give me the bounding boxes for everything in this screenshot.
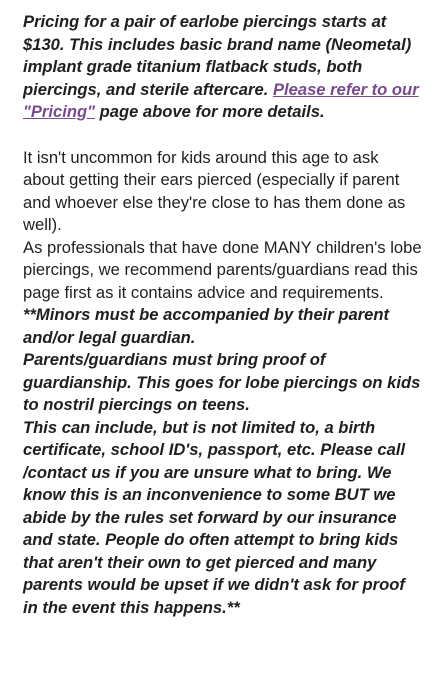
pricing-page-link[interactable]: Please refer to our "Pricing" xyxy=(23,79,419,121)
pricing-paragraph xyxy=(23,11,423,124)
minors-notice: **Minors must be accompanied by their parent and/or legal guardian. xyxy=(23,305,390,347)
documents-notice: This can include, but is not limited to, a birth certificate, school ID's, passport, etc. Please call /contact us if you are unsure what to bring. We know this is an inconvenience to some BUT we abide by the rules set forward by our insurance and state. People do often attempt to bring kids that aren't their own to get pierced and many parents would be upset if we didn't ask for proof in the event this happens.** xyxy=(23,417,406,617)
intro-paragraph: It isn't uncommon for kids around this age to ask about getting their ears pierced (especially if parent and whoever else they're close to has them done as well). xyxy=(23,147,406,234)
paragraph-spacer xyxy=(23,124,423,147)
pricing-details-text: page above for more details. xyxy=(94,102,325,121)
professionals-paragraph: As professionals that have done MANY children's lobe piercings, we recommend parents/guardians read this page first as it contains advice and requirements. xyxy=(23,237,422,302)
pricing-text: Pricing for a pair of earlobe piercings starts at $130. This includes basic brand name (Neometal) implant grade titanium flatback studs, both piercings, and sterile aftercare. xyxy=(23,12,412,99)
proof-notice: Parents/guardians must bring proof of guardianship. This goes for lobe piercings on kids to nostril piercings on teens. xyxy=(23,350,421,414)
